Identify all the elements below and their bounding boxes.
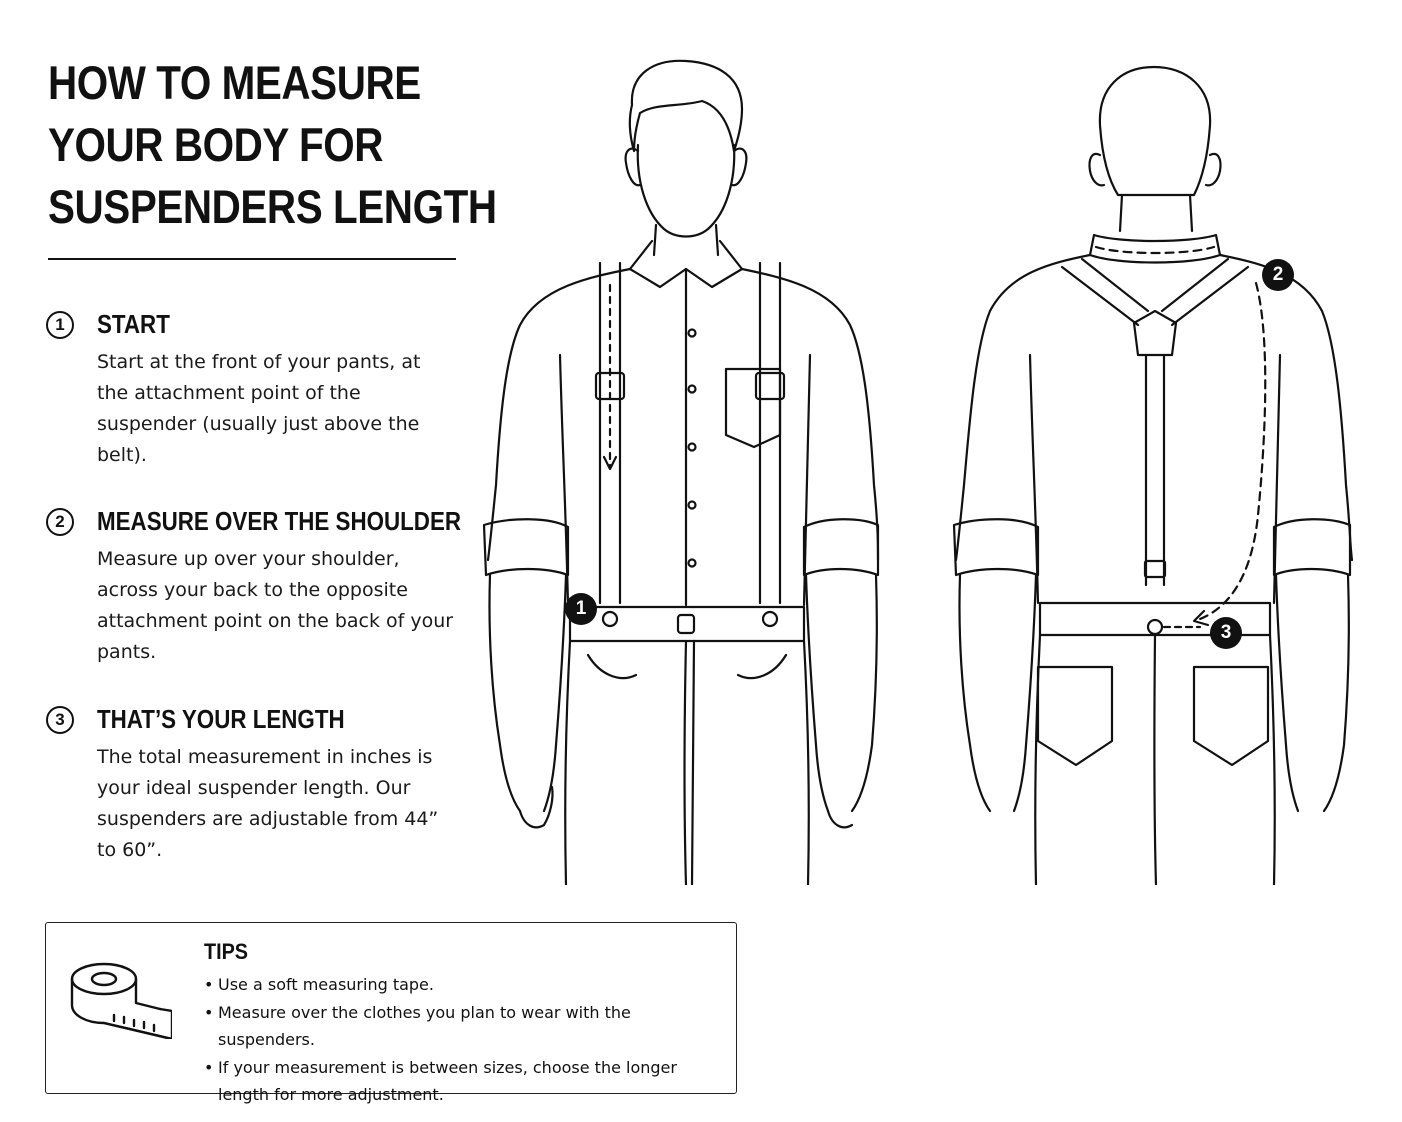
back-marker-2: 2 xyxy=(1262,259,1294,291)
tip-item: • Use a soft measuring tape. xyxy=(204,971,724,998)
step-heading: START xyxy=(97,309,170,339)
measuring-tape-icon xyxy=(68,959,172,1043)
title-line-1: HOW TO MEASURE xyxy=(48,56,421,109)
step-body: Measure up over your shoulder, across your back to the opposite attachment point on the back of your pants. xyxy=(97,548,454,663)
title-divider xyxy=(48,258,456,260)
back-view-illustration xyxy=(950,55,1360,885)
front-view-illustration xyxy=(480,55,880,885)
tips-title: TIPS xyxy=(204,939,249,964)
step-number-badge: 1 xyxy=(46,311,74,339)
step-heading: MEASURE OVER THE SHOULDER xyxy=(97,506,462,536)
page-title xyxy=(48,52,497,238)
step-number-badge: 3 xyxy=(46,706,74,734)
step-body: Start at the front of your pants, at the attachment point of the suspender (usually just above the belt). xyxy=(97,351,421,466)
front-marker-1: 1 xyxy=(565,593,597,625)
tips-box xyxy=(45,922,737,1104)
tip-item: • If your measurement is between sizes, choose the longer length for more adjustment. xyxy=(204,1054,724,1108)
title-line-2: YOUR BODY FOR xyxy=(48,118,384,171)
tips-list xyxy=(204,971,724,1109)
tip-item: • Measure over the clothes you plan to wear with the suspenders. xyxy=(204,999,724,1053)
step-heading: THAT’S YOUR LENGTH xyxy=(97,704,345,734)
step-number-badge: 2 xyxy=(46,508,74,536)
step-body: The total measurement in inches is your ideal suspender length. Our suspenders are adjustable from 44” to 60”. xyxy=(97,746,439,861)
back-marker-3: 3 xyxy=(1210,617,1242,649)
title-line-3: SUSPENDERS LENGTH xyxy=(48,180,497,233)
